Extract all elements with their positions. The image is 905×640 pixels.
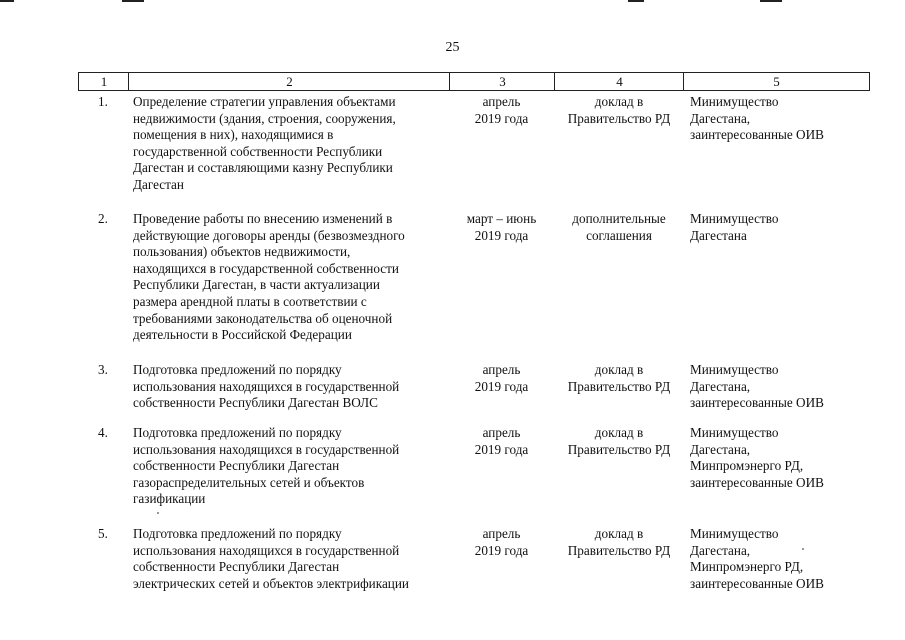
form-line: Правительство РД [567, 378, 671, 394]
deadline-line: апрель [482, 94, 521, 109]
text-line: использования находящихся в государственной [133, 441, 400, 457]
deadline-line: 2019 года [474, 110, 529, 126]
responsible-line: Минимущество [690, 211, 779, 226]
text-line: Республики Дагестан, в части актуализации [133, 277, 380, 293]
deadline-line: апрель [482, 362, 521, 377]
deadline [450, 362, 553, 395]
responsible [690, 94, 860, 144]
row-number: 3. [98, 362, 108, 377]
text-line: Подготовка предложений по порядку [133, 362, 342, 377]
measure-text [133, 362, 449, 412]
form-line: доклад в [594, 526, 644, 541]
header-col-5: 5 [683, 73, 869, 90]
text-line: собственности Республики Дагестан ВОЛС [133, 395, 378, 411]
responsible [690, 425, 860, 491]
form-line: доклад в [594, 362, 644, 377]
text-line: помещения в них), находящимися в [133, 127, 334, 143]
form-line: доклад в [594, 425, 644, 440]
header-col-2: 2 [128, 73, 450, 90]
deadline-line: апрель [482, 425, 521, 440]
responsible [690, 526, 860, 592]
responsible-line: Минпромэнерго РД, [690, 458, 804, 474]
row-number: 4. [98, 425, 108, 440]
responsible-line: Дагестана, [690, 110, 751, 126]
text-line: находящихся в государственной собственности [133, 260, 399, 276]
deadline [450, 211, 553, 244]
text-line: газораспределительных сетей и объектов [133, 474, 365, 490]
form-line: дополнительные [572, 211, 666, 226]
header-col-1: 1 [78, 73, 129, 90]
deadline-line: 2019 года [474, 378, 529, 394]
completion-form [554, 425, 684, 458]
responsible-line: Дагестана, [690, 378, 751, 394]
responsible-line: Дагестана, [690, 441, 751, 457]
text-line: использования находящихся в государственной [133, 378, 400, 394]
form-line: соглашения [586, 227, 652, 243]
table-header [78, 72, 870, 91]
text-line: пользования) объектов недвижимости, [133, 244, 351, 260]
responsible-line: заинтересованные ОИВ [690, 395, 824, 411]
responsible-line: Дагестана [690, 227, 747, 243]
header-col-3: 3 [449, 73, 555, 90]
scan-speck [802, 548, 804, 550]
text-line: собственности Республики Дагестан [133, 559, 340, 575]
form-line: Правительство РД [567, 110, 671, 126]
text-line: государственной собственности Республики [133, 143, 383, 159]
form-line: Правительство РД [567, 542, 671, 558]
deadline-line: 2019 года [474, 542, 529, 558]
page-number: 25 [445, 40, 460, 55]
text-line: действующие договоры аренды (безвозмездного [133, 227, 405, 243]
responsible-line: Дагестана, [690, 542, 751, 558]
deadline-line: апрель [482, 526, 521, 541]
measure-text [133, 526, 449, 592]
measure-text [133, 211, 449, 344]
responsible-line: Минимущество [690, 425, 779, 440]
completion-form [554, 94, 684, 127]
responsible-line: Минимущество [690, 94, 779, 109]
responsible-line: заинтересованные ОИВ [690, 474, 824, 490]
text-line: газификации [133, 491, 206, 507]
text-line: Проведение работы по внесению изменений в [133, 211, 393, 226]
measure-text [133, 425, 449, 508]
responsible-line: заинтересованные ОИВ [690, 575, 824, 591]
text-line: размера арендной платы в соответствии с [133, 293, 367, 309]
row-number: 1. [98, 94, 108, 109]
text-line: собственности Республики Дагестан [133, 458, 340, 474]
responsible [690, 362, 860, 412]
scan-mark [760, 0, 782, 2]
responsible [690, 211, 860, 244]
scan-speck [157, 512, 159, 514]
form-line: доклад в [594, 94, 644, 109]
text-line: деятельности в Российской Федерации [133, 327, 352, 343]
responsible-line: заинтересованные ОИВ [690, 127, 824, 143]
text-line: недвижимости (здания, строения, сооружения, [133, 110, 396, 126]
measure-text [133, 94, 449, 194]
deadline [450, 526, 553, 559]
row-number: 2. [98, 211, 108, 226]
responsible-line: Минпромэнерго РД, [690, 559, 804, 575]
text-line: Подготовка предложений по порядку [133, 425, 342, 440]
deadline [450, 425, 553, 458]
form-line: Правительство РД [567, 441, 671, 457]
text-line: требованиями законодательства об оценочной [133, 310, 393, 326]
completion-form [554, 362, 684, 395]
text-line: Определение стратегии управления объектами [133, 94, 396, 109]
text-line: использования находящихся в государственной [133, 542, 400, 558]
deadline [450, 94, 553, 127]
row-number: 5. [98, 526, 108, 541]
completion-form [554, 211, 684, 244]
deadline-line: март – июнь [466, 211, 537, 226]
scan-mark [122, 0, 144, 2]
header-col-4: 4 [554, 73, 684, 90]
deadline-line: 2019 года [474, 227, 529, 243]
scan-mark [0, 0, 14, 2]
text-line: Дагестан и составляющими казну Республики [133, 160, 393, 176]
text-line: Дагестан [133, 176, 184, 192]
deadline-line: 2019 года [474, 441, 529, 457]
text-line: Подготовка предложений по порядку [133, 526, 342, 541]
responsible-line: Минимущество [690, 362, 779, 377]
text-line: электрических сетей и объектов электрификации [133, 575, 409, 591]
scan-mark [628, 0, 644, 2]
responsible-line: Минимущество [690, 526, 779, 541]
completion-form [554, 526, 684, 559]
